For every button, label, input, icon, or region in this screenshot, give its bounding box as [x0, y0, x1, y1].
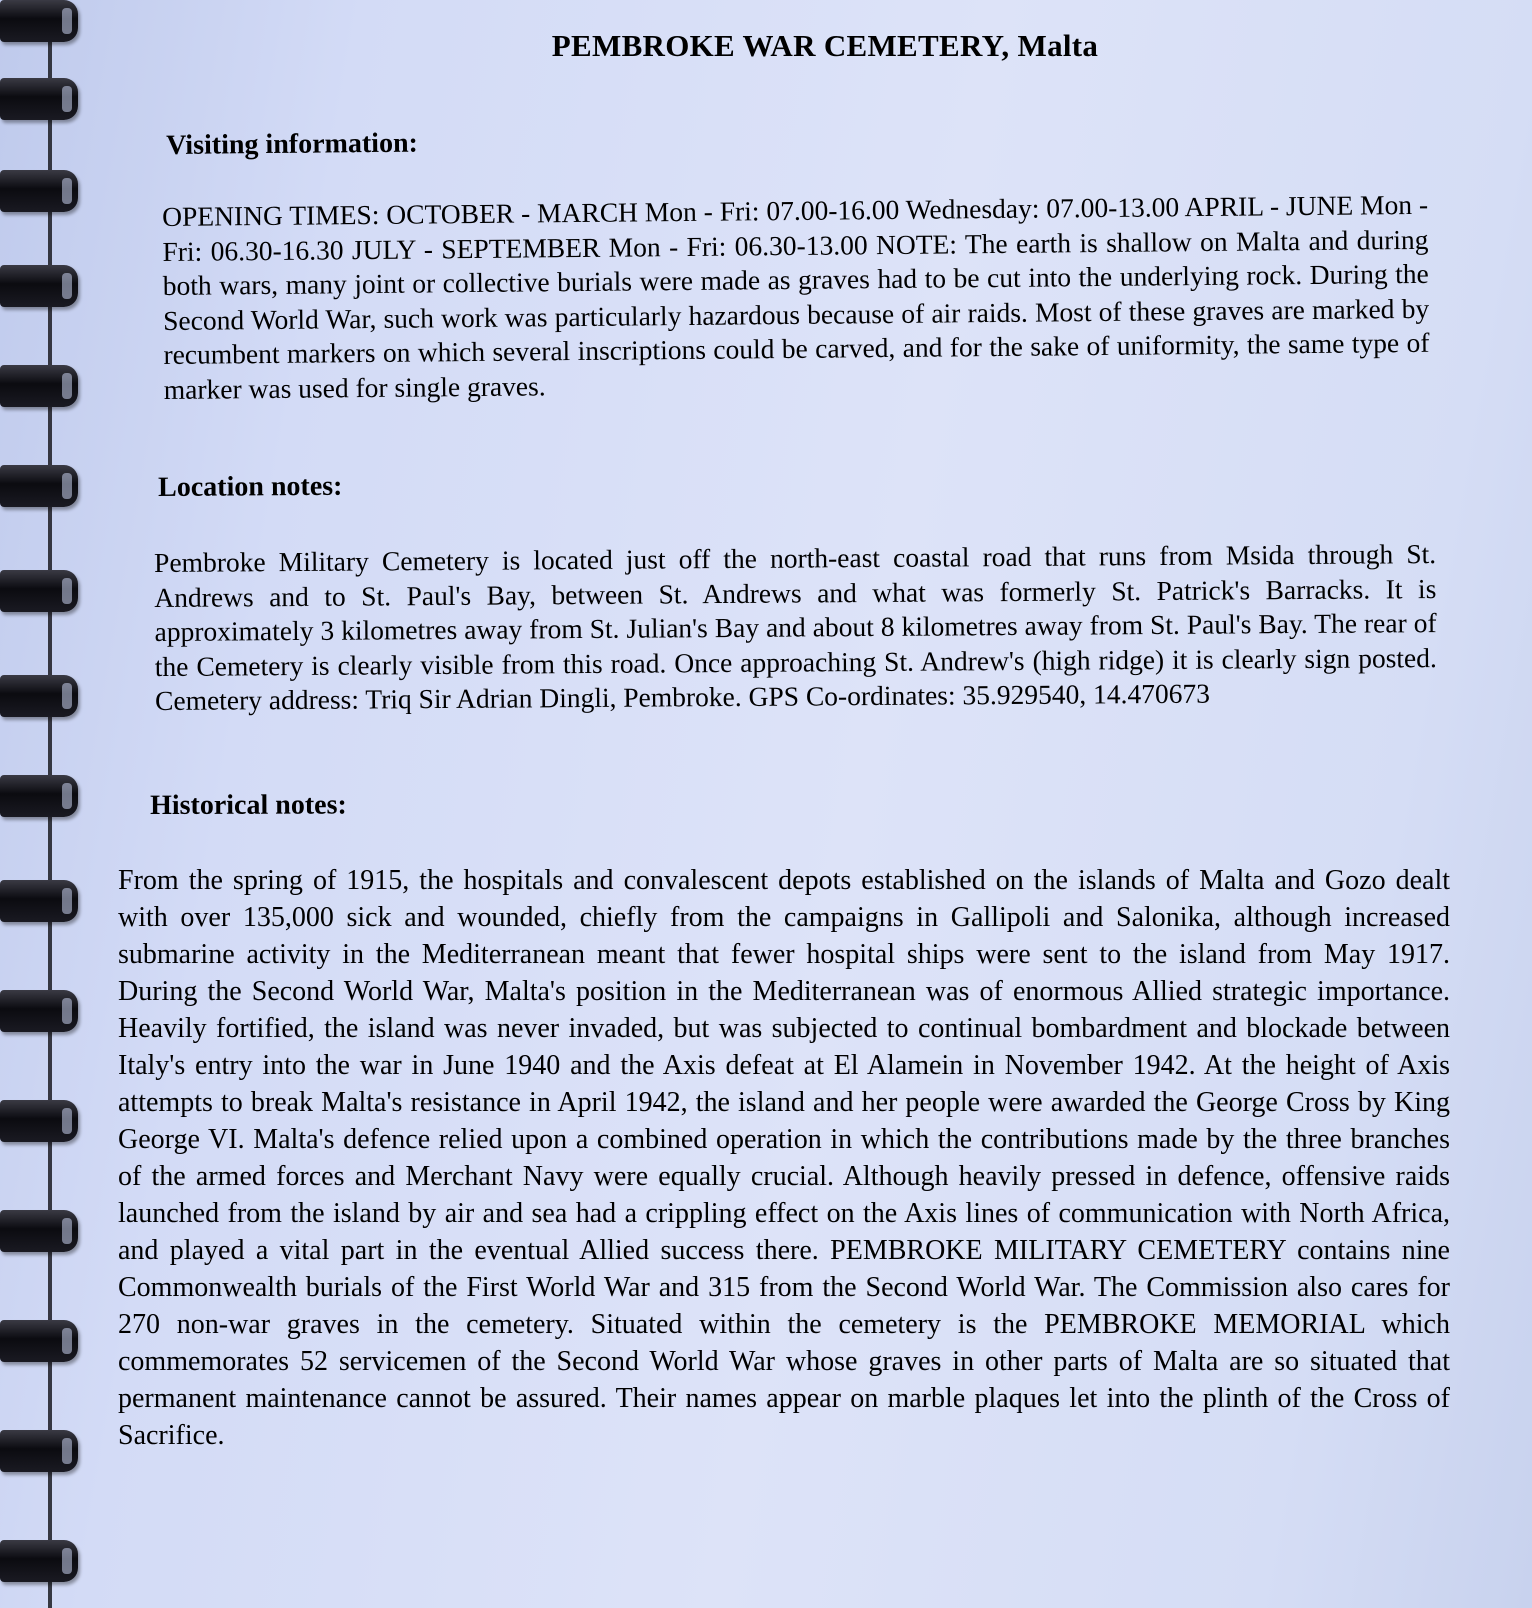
- historical-heading: Historical notes:: [150, 789, 347, 821]
- binding-coil: [0, 675, 78, 717]
- binding-coil: [0, 78, 78, 120]
- binding-coil: [0, 775, 78, 817]
- binding-coil: [0, 265, 78, 307]
- visiting-heading: Visiting information:: [166, 127, 419, 161]
- spiral-binding: [0, 0, 90, 1608]
- page-title: PEMBROKE WAR CEMETERY, Malta: [551, 28, 1099, 63]
- binding-coil: [0, 170, 78, 212]
- visiting-body: [162, 188, 1430, 407]
- title-block: [130, 28, 1450, 64]
- binding-coil: [0, 1430, 78, 1472]
- historical-text: From the spring of 1915, the hospitals and convalescent depots established on the islands of Malta and Gozo dealt with over 135,000 sick and wounded, chiefly from the campaigns in Gallipoli and Salonika, although increased submarine activity in the Mediterranean meant that fewer hospital ships were sent to the island from May 1917. During the Second World War, Malta's position in the Mediterranean was of enormous Allied strategic importance. Heavily fortified, the island was never invaded, but was subjected to continual bombardment and blockade between Italy's entry into the war in June 1940 and the Axis defeat at El Alamein in November 1942. At the height of Axis attempts to break Malta's resistance in April 1942, the island and her people were awarded the George Cross by King George VI. Malta's defence relied upon a combined operation in which the contributions made by the three branches of the armed forces and Merchant Navy were equally crucial. Although heavily pressed in defence, offensive raids launched from the island by air and sea had a crippling effect on the Axis lines of communication with North Africa, and played a vital part in the eventual Allied success there. PEMBROKE MILITARY CEMETERY contains nine Commonwealth burials of the First World War and 315 from the Second World War. The Commission also cares for 270 non-war graves in the cemetery. Situated within the cemetery is the PEMBROKE MEMORIAL which commemorates 52 servicemen of the Second World War whose graves in other parts of Malta are so situated that permanent maintenance cannot be assured. Their names appear on marble plaques let into the plinth of the Cross of Sacrifice.: [118, 865, 1450, 1451]
- location-heading: Location notes:: [158, 470, 343, 503]
- binding-coil: [0, 0, 78, 42]
- location-text: Pembroke Military Cemetery is located just off the north-east coastal road that runs from Msida through St. Andrews and to St. Paul's Bay, between St. Andrews and what was formerly St. Patrick's Barracks. It is approximately 3 kilometres away from St. Julian's Bay and about 8 kilometres away from St. Paul's Bay. The rear of the Cemetery is clearly visible from this road. Once approaching St. Andrew's (high ridge) it is clearly sign posted. Cemetery address: Triq Sir Adrian Dingli, Pembroke. GPS Co-ordinates: 35.929540, 14.470673: [154, 538, 1437, 716]
- historical-body: [118, 862, 1450, 1454]
- binding-coil: [0, 990, 78, 1032]
- binding-coil: [0, 1100, 78, 1142]
- location-body: [154, 537, 1437, 718]
- binding-coil: [0, 365, 78, 407]
- binding-coil: [0, 465, 78, 507]
- binding-coil: [0, 1540, 78, 1582]
- binding-coil: [0, 1320, 78, 1362]
- location-section: [158, 463, 1428, 504]
- visiting-section: [166, 118, 1428, 162]
- binding-coil: [0, 570, 78, 612]
- binding-coil: [0, 1210, 78, 1252]
- binding-coil: [0, 880, 78, 922]
- historical-section: [150, 787, 1430, 822]
- visiting-text: OPENING TIMES: OCTOBER - MARCH Mon - Fri: 07.00-16.00 Wednesday: 07.00-13.00 APRIL - JUNE Mon - Fri: 06.30-16.30 JULY - SEPTEMBER Mon - Fri: 06.30-13.00 NOTE: The earth is shallow on Malta and during both wars, many joint or collective burials were made as graves had to be cut into the underlying rock. During the Second World War, such work was particularly hazardous because of air raids. Most of these graves are marked by recumbent markers on which several inscriptions could be carved, and for the sake of uniformity, the same type of marker was used for single graves.: [162, 188, 1430, 405]
